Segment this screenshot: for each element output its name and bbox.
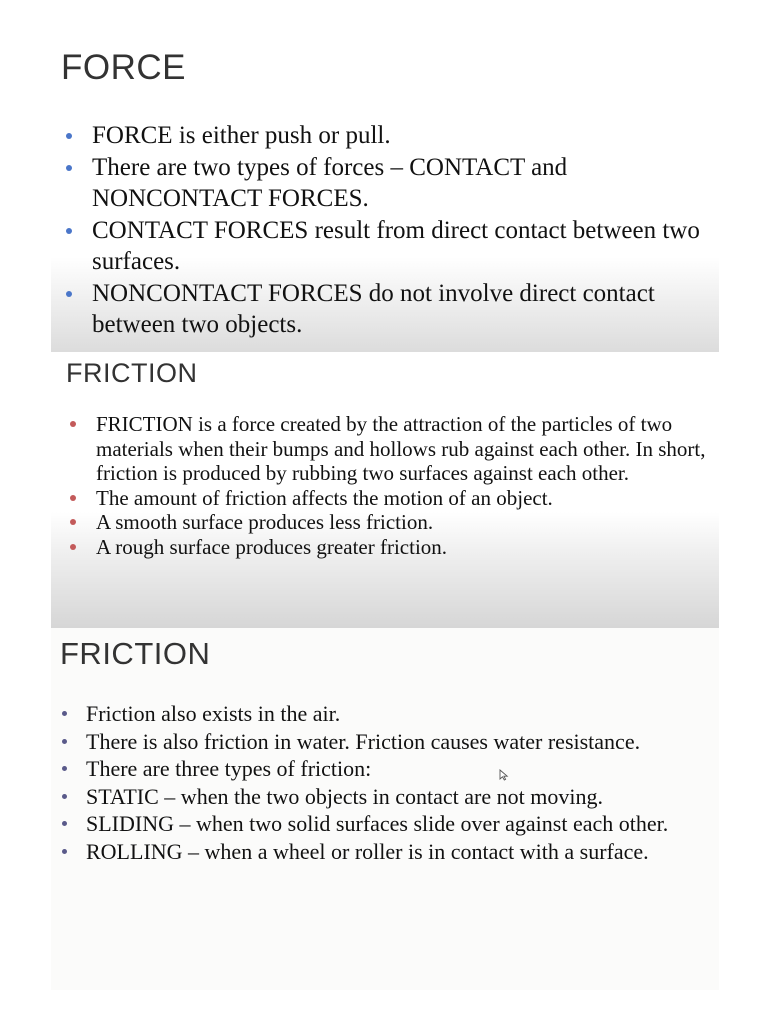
list-item: A rough surface produces greater friction. — [96, 535, 711, 560]
list-item: NONCONTACT FORCES do not involve direct contact between two objects. — [92, 278, 712, 341]
slide-title: FRICTION — [60, 636, 211, 671]
list-item: Friction also exists in the air. — [86, 700, 711, 728]
bullet-list — [92, 120, 712, 341]
list-item: ROLLING – when a wheel or roller is in contact with a surface. — [86, 838, 711, 866]
list-item: The amount of friction affects the motion of an object. — [96, 486, 711, 511]
list-item: SLIDING – when two solid surfaces slide over against each other. — [86, 810, 711, 838]
bullet-list — [86, 700, 711, 865]
slide-title: FORCE — [61, 48, 186, 87]
slide-force — [51, 36, 719, 352]
list-item: FORCE is either push or pull. — [92, 120, 712, 152]
list-item: A smooth surface produces less friction. — [96, 510, 711, 535]
slide-friction-definition — [51, 352, 719, 628]
list-item: There are three types of friction: — [86, 755, 711, 783]
list-item: There is also friction in water. Friction causes water resistance. — [86, 728, 711, 756]
slide-title: FRICTION — [66, 358, 198, 388]
list-item: STATIC – when the two objects in contact are not moving. — [86, 783, 711, 811]
list-item: CONTACT FORCES result from direct contact between two surfaces. — [92, 215, 712, 278]
list-item: There are two types of forces – CONTACT and NONCONTACT FORCES. — [92, 152, 712, 215]
bullet-list — [96, 412, 711, 559]
mouse-pointer-icon — [499, 769, 509, 781]
slide-friction-types — [51, 628, 719, 990]
list-item: FRICTION is a force created by the attraction of the particles of two materials when their bumps and hollows rub against each other. In short, friction is produced by rubbing two surfaces against each other. — [96, 412, 711, 486]
